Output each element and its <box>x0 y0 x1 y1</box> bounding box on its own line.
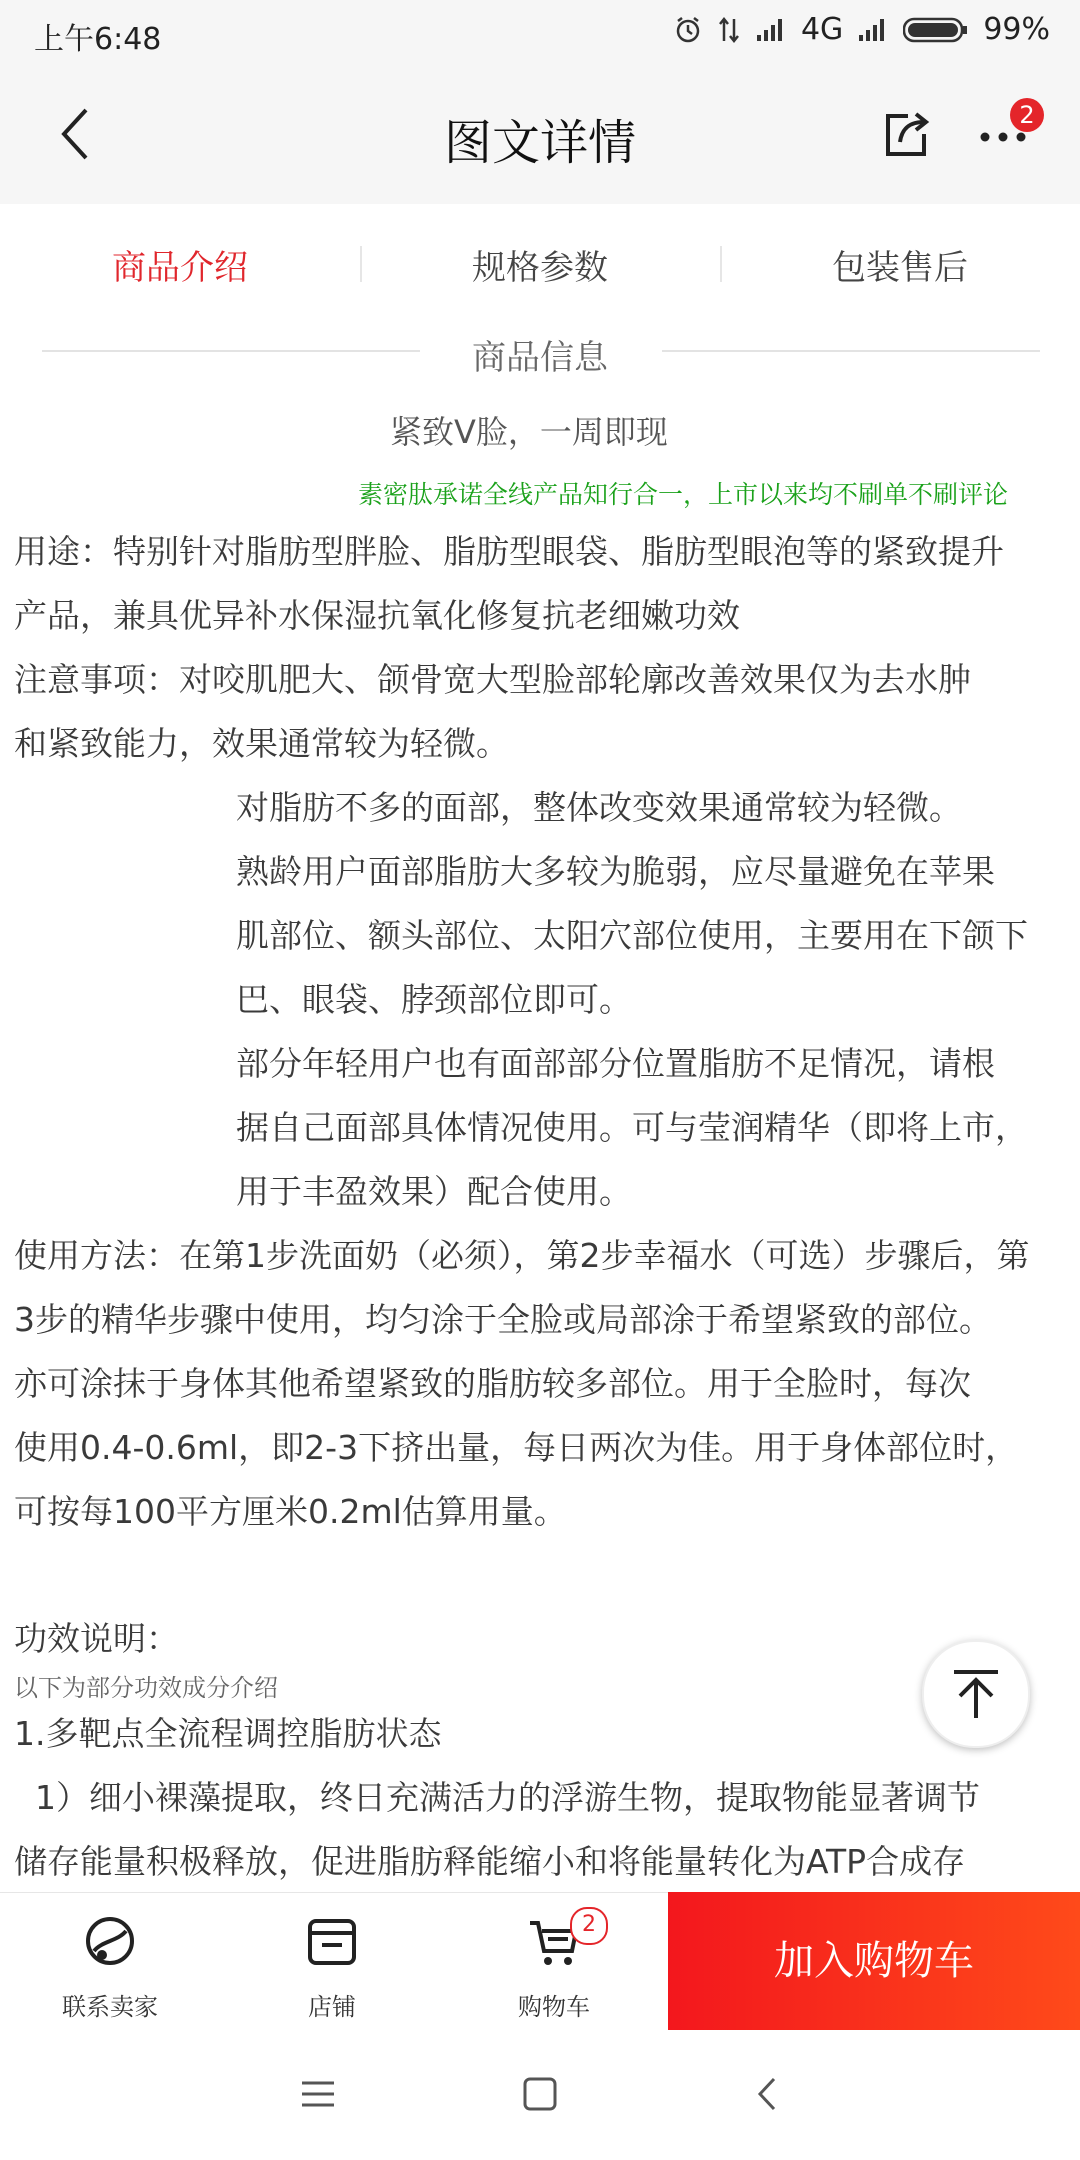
navigation-bar <box>0 64 1080 204</box>
contact-seller-button[interactable] <box>30 1893 190 2031</box>
status-time: 上午6:48 <box>34 22 162 57</box>
arrow-up-to-top-icon <box>948 1666 1004 1722</box>
page-title: 图文详情 <box>443 115 636 171</box>
tab-packaging-service[interactable]: 包装售后 <box>832 248 968 288</box>
cart-label: 购物车 <box>518 1993 590 2021</box>
status-indicators <box>673 12 1050 47</box>
alarm-icon <box>673 15 703 45</box>
usage-line: 用途：特别针对脂肪型胖脸、脂肪型眼袋、脂肪型眼泡等的紧致提升 <box>14 532 1004 571</box>
contact-seller-label: 联系卖家 <box>62 1993 158 2021</box>
usage-line: 产品，兼具优异补水保湿抗氧化修复抗老细嫩功效 <box>14 596 740 635</box>
menu-icon[interactable] <box>300 2076 336 2112</box>
signal-icon-2 <box>857 17 889 43</box>
signal-icon <box>755 17 787 43</box>
cart-button[interactable] <box>474 1893 634 2031</box>
network-type: 4G <box>800 12 844 47</box>
notice-line: 和紧致能力，效果通常较为轻微。 <box>14 724 509 763</box>
notice-detail-line: 巴、眼袋、脖颈部位即可。 <box>236 980 632 1019</box>
battery-icon <box>903 16 969 44</box>
add-to-cart-button[interactable]: 加入购物车 <box>668 1892 1080 2030</box>
method-line: 3步的精华步骤中使用，均匀涂于全脸或局部涂于希望紧致的部位。 <box>14 1300 992 1339</box>
system-navigation-bar <box>0 2030 1080 2160</box>
notification-badge: 2 <box>1010 98 1044 132</box>
promo-notice: 素密肽承诺全线产品知行合一，上市以来均不刷单不刷评论 <box>358 480 1009 509</box>
customer-service-icon <box>80 1911 140 1971</box>
shop-label: 店铺 <box>308 1993 356 2021</box>
shop-icon <box>302 1911 362 1971</box>
effect-subtitle: 以下为部分功效成分介绍 <box>14 1674 278 1702</box>
tab-specs[interactable]: 规格参数 <box>472 248 608 288</box>
cart-count-badge: 2 <box>570 1907 608 1945</box>
notice-detail-line: 对脂肪不多的面部，整体改变效果通常较为轻微。 <box>236 788 962 827</box>
method-line: 使用0.4-0.6ml，即2-3下挤出量，每日两次为佳。用于身体部位时， <box>14 1428 1019 1467</box>
method-line: 可按每100平方厘米0.2ml估算用量。 <box>14 1492 567 1531</box>
status-bar <box>0 0 1080 64</box>
back-icon[interactable] <box>750 2076 786 2112</box>
notice-detail-line: 用于丰盈效果）配合使用。 <box>236 1172 632 1211</box>
home-icon[interactable] <box>522 2076 558 2112</box>
notice-detail-line: 部分年轻用户也有面部部分位置脂肪不足情况，请根 <box>236 1044 995 1083</box>
divider-line <box>662 350 1040 352</box>
back-to-top-button[interactable] <box>922 1640 1030 1748</box>
section-title: 商品信息 <box>472 338 608 378</box>
headline: 紧致V脸，一周即现 <box>390 413 668 451</box>
effect-item-line: 1）细小裸藻提取，终日充满活力的浮游生物，提取物能显著调节 <box>14 1778 980 1817</box>
effect-item-title: 1.多靶点全流程调控脂肪状态 <box>14 1714 442 1753</box>
battery-level: 99% <box>983 12 1050 47</box>
share-icon[interactable] <box>878 106 934 162</box>
notice-line: 注意事项：对咬肌肥大、颌骨宽大型脸部轮廓改善效果仅为去水肿 <box>14 660 971 699</box>
notice-detail-line: 肌部位、额头部位、太阳穴部位使用，主要用在下颌下 <box>236 916 1028 955</box>
tab-product-intro[interactable]: 商品介绍 <box>112 248 248 288</box>
effect-item-line: 储存能量积极释放，促进脂肪释能缩小和将能量转化为ATP合成存 <box>14 1842 966 1881</box>
section-header <box>0 322 1080 382</box>
method-line: 使用方法：在第1步洗面奶（必须），第2步幸福水（可选）步骤后，第 <box>14 1236 1030 1275</box>
shop-button[interactable] <box>252 1893 412 2031</box>
notice-detail-line: 据自己面部具体情况使用。可与莹润精华（即将上市， <box>236 1108 1028 1147</box>
tab-bar <box>0 204 1080 322</box>
effect-title: 功效说明： <box>14 1619 179 1658</box>
notice-detail-line: 熟龄用户面部脂肪大多较为脆弱，应尽量避免在苹果 <box>236 852 995 891</box>
method-line: 亦可涂抹于身体其他希望紧致的脂肪较多部位。用于全脸时，每次 <box>14 1364 971 1403</box>
data-transfer-icon <box>717 15 741 45</box>
